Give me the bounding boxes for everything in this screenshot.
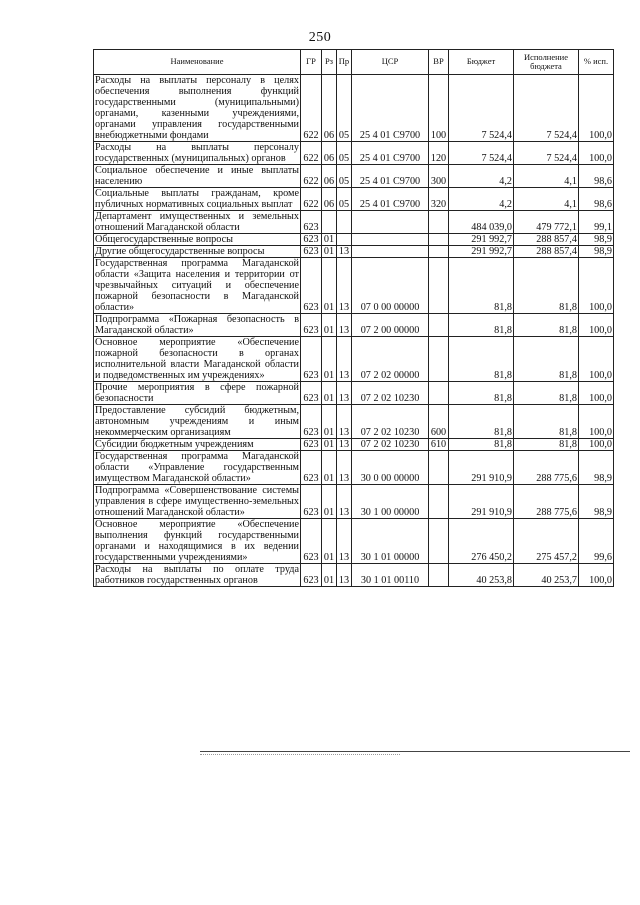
cell-name: Расходы на выплаты персоналу в целях обеспечения выполнения функций государственными (муниципальными) органами, казенными учреждениями, органами управления государственными внебюджетными фондами xyxy=(95,75,299,141)
cell-gr: 623 xyxy=(301,258,322,314)
cell-csr: 07 0 00 00000 xyxy=(352,258,429,314)
cell-execution: 288 775,6 xyxy=(514,485,579,519)
cell-gr: 623 xyxy=(301,519,322,564)
cell-name: Департамент имущественных и земельных отношений Магаданской области xyxy=(95,211,299,233)
cell-csr xyxy=(352,246,429,258)
cell-rz: 01 xyxy=(322,485,337,519)
table-row xyxy=(94,485,614,519)
cell-budget: 81,8 xyxy=(449,314,514,337)
header-execution: Исполнение бюджета xyxy=(514,50,579,75)
cell-execution: 479 772,1 xyxy=(514,211,579,234)
cell-name: Социальные выплаты гражданам, кроме публичных нормативных социальных выплат xyxy=(95,188,299,210)
table-row xyxy=(94,405,614,439)
cell-name: Социальное обеспечение и иные выплаты населению xyxy=(95,165,299,187)
header-pr: Пр xyxy=(337,50,352,75)
cell-budget: 81,8 xyxy=(449,382,514,405)
cell-percent: 100,0 xyxy=(579,258,614,314)
cell-name: Субсидии бюджетным учреждениям xyxy=(94,439,301,451)
cell-pr: 05 xyxy=(337,188,352,211)
cell-name: Общегосударственные вопросы xyxy=(94,234,301,246)
cell-budget: 81,8 xyxy=(449,405,514,439)
cell-budget: 4,2 xyxy=(449,188,514,211)
cell-rz: 01 xyxy=(322,258,337,314)
cell-vr xyxy=(429,519,449,564)
cell-csr: 07 2 02 10230 xyxy=(352,382,429,405)
cell-vr: 600 xyxy=(429,405,449,439)
cell-percent: 100,0 xyxy=(579,337,614,382)
cell-execution: 275 457,2 xyxy=(514,519,579,564)
table-row xyxy=(94,75,614,142)
header-budget: Бюджет xyxy=(449,50,514,75)
cell-pr: 13 xyxy=(337,485,352,519)
cell-gr: 623 xyxy=(301,211,322,234)
cell-vr xyxy=(429,485,449,519)
cell-rz: 06 xyxy=(322,142,337,165)
cell-rz xyxy=(322,211,337,234)
cell-vr xyxy=(429,564,449,587)
cell-gr: 623 xyxy=(301,234,322,246)
header-csr: ЦСР xyxy=(352,50,429,75)
cell-csr: 07 2 02 10230 xyxy=(352,405,429,439)
cell-csr: 07 2 02 10230 xyxy=(352,439,429,451)
cell-rz: 01 xyxy=(322,314,337,337)
cell-rz: 01 xyxy=(322,439,337,451)
cell-budget: 291 992,7 xyxy=(449,234,514,246)
cell-name: Предоставление субсидий бюджетным, автономным учреждениям и иным некоммерческим организациям xyxy=(95,405,299,438)
cell-csr xyxy=(352,211,429,234)
cell-name: Государственная программа Магаданской области «Защита населения и территории от чрезвычайных ситуаций и обеспечение пожарной безопасности в Магаданской области» xyxy=(95,258,299,313)
table-row xyxy=(94,142,614,165)
cell-execution: 288 857,4 xyxy=(514,246,579,258)
cell-name: Другие общегосударственные вопросы xyxy=(94,246,301,258)
cell-rz: 01 xyxy=(322,246,337,258)
table-row xyxy=(94,564,614,587)
cell-rz: 01 xyxy=(322,519,337,564)
header-percent: % исп. xyxy=(579,50,614,75)
cell-pr: 05 xyxy=(337,142,352,165)
cell-pr: 13 xyxy=(337,314,352,337)
cell-execution: 288 775,6 xyxy=(514,451,579,485)
table-row xyxy=(94,188,614,211)
cell-name: Подпрограмма «Пожарная безопасность в Магаданской области» xyxy=(95,314,299,336)
cell-gr: 623 xyxy=(301,405,322,439)
cell-budget: 81,8 xyxy=(449,439,514,451)
cell-percent: 98,9 xyxy=(579,246,614,258)
cell-budget: 7 524,4 xyxy=(449,75,514,142)
cell-vr xyxy=(429,382,449,405)
cell-budget: 484 039,0 xyxy=(449,211,514,234)
cell-name: Основное мероприятие «Обеспечение пожарной безопасности в органах исполнительной власти Магаданской области и подведомственных им учреждениях» xyxy=(95,337,299,381)
header-vr: ВР xyxy=(429,50,449,75)
cell-csr: 25 4 01 С9700 xyxy=(352,188,429,211)
cell-gr: 623 xyxy=(301,451,322,485)
cell-budget: 40 253,8 xyxy=(449,564,514,587)
cell-pr: 13 xyxy=(337,246,352,258)
cell-percent: 100,0 xyxy=(579,382,614,405)
cell-csr: 25 4 01 С9700 xyxy=(352,165,429,188)
cell-gr: 623 xyxy=(301,439,322,451)
table-row xyxy=(94,451,614,485)
cell-gr: 622 xyxy=(301,142,322,165)
cell-vr: 120 xyxy=(429,142,449,165)
cell-percent: 98,6 xyxy=(579,165,614,188)
table-row xyxy=(94,258,614,314)
cell-vr: 610 xyxy=(429,439,449,451)
cell-pr: 13 xyxy=(337,405,352,439)
table-row xyxy=(94,337,614,382)
cell-rz: 01 xyxy=(322,382,337,405)
cell-vr xyxy=(429,246,449,258)
table-header-row xyxy=(94,50,614,75)
cell-pr: 13 xyxy=(337,519,352,564)
table-row xyxy=(94,246,614,258)
cell-name: Основное мероприятие «Обеспечение выполнения функций государственными органами и находящимися в их ведении государственными учреждениями» xyxy=(95,519,299,563)
cell-budget: 81,8 xyxy=(449,337,514,382)
cell-rz: 06 xyxy=(322,75,337,142)
cell-csr: 30 1 01 00000 xyxy=(352,519,429,564)
cell-execution: 40 253,7 xyxy=(514,564,579,587)
cell-execution: 81,8 xyxy=(514,314,579,337)
cell-vr xyxy=(429,211,449,234)
cell-execution: 81,8 xyxy=(514,439,579,451)
cell-pr: 13 xyxy=(337,564,352,587)
cell-gr: 622 xyxy=(301,188,322,211)
cell-execution: 81,8 xyxy=(514,258,579,314)
cell-vr: 100 xyxy=(429,75,449,142)
cell-vr xyxy=(429,234,449,246)
cell-execution: 7 524,4 xyxy=(514,75,579,142)
cell-budget: 276 450,2 xyxy=(449,519,514,564)
cell-csr: 25 4 01 С9700 xyxy=(352,75,429,142)
cell-percent: 99,1 xyxy=(579,211,614,234)
cell-pr xyxy=(337,211,352,234)
cell-vr: 300 xyxy=(429,165,449,188)
cell-csr: 30 0 00 00000 xyxy=(352,451,429,485)
cell-budget: 81,8 xyxy=(449,258,514,314)
cell-name: Расходы на выплаты по оплате труда работников государственных органов xyxy=(95,564,299,586)
cell-csr: 07 2 00 00000 xyxy=(352,314,429,337)
cell-csr: 07 2 02 00000 xyxy=(352,337,429,382)
cell-execution: 288 857,4 xyxy=(514,234,579,246)
cell-vr xyxy=(429,258,449,314)
cell-gr: 623 xyxy=(301,246,322,258)
cell-execution: 7 524,4 xyxy=(514,142,579,165)
cell-name: Расходы на выплаты персоналу государственных (муниципальных) органов xyxy=(95,142,299,164)
cell-execution: 4,1 xyxy=(514,165,579,188)
cell-rz: 06 xyxy=(322,165,337,188)
cell-pr: 13 xyxy=(337,337,352,382)
cell-percent: 98,9 xyxy=(579,485,614,519)
cell-rz: 01 xyxy=(322,337,337,382)
cell-pr: 13 xyxy=(337,439,352,451)
header-gr: ГР xyxy=(301,50,322,75)
cell-percent: 98,9 xyxy=(579,451,614,485)
cell-vr xyxy=(429,314,449,337)
cell-budget: 291 992,7 xyxy=(449,246,514,258)
cell-percent: 98,6 xyxy=(579,188,614,211)
cell-vr xyxy=(429,337,449,382)
cell-gr: 623 xyxy=(301,337,322,382)
table-row xyxy=(94,165,614,188)
cell-percent: 99,6 xyxy=(579,519,614,564)
cell-name: Государственная программа Магаданской области «Управление государственным имуществом Магаданской области» xyxy=(95,451,299,484)
cell-execution: 81,8 xyxy=(514,382,579,405)
cell-budget: 291 910,9 xyxy=(449,485,514,519)
cell-gr: 623 xyxy=(301,564,322,587)
cell-csr: 30 1 01 00110 xyxy=(352,564,429,587)
cell-name: Подпрограмма «Совершенствование системы управления в сфере имущественно-земельных отношений Магаданской области» xyxy=(95,485,299,518)
cell-rz: 06 xyxy=(322,188,337,211)
cell-rz: 01 xyxy=(322,234,337,246)
cell-execution: 81,8 xyxy=(514,405,579,439)
cell-csr xyxy=(352,234,429,246)
table-body xyxy=(94,75,614,587)
cell-vr: 320 xyxy=(429,188,449,211)
budget-table xyxy=(93,49,614,587)
cell-percent: 100,0 xyxy=(579,142,614,165)
page-number: 250 xyxy=(308,30,332,45)
cell-rz: 01 xyxy=(322,451,337,485)
cell-budget: 4,2 xyxy=(449,165,514,188)
cell-pr xyxy=(337,234,352,246)
cell-rz: 01 xyxy=(322,564,337,587)
cell-budget: 291 910,9 xyxy=(449,451,514,485)
cell-gr: 623 xyxy=(301,314,322,337)
cell-percent: 100,0 xyxy=(579,564,614,587)
cell-percent: 100,0 xyxy=(579,439,614,451)
cell-csr: 25 4 01 С9700 xyxy=(352,142,429,165)
header-name: Наименование xyxy=(94,50,301,75)
cell-name: Прочие мероприятия в сфере пожарной безопасности xyxy=(95,382,299,404)
cell-pr: 13 xyxy=(337,258,352,314)
cell-budget: 7 524,4 xyxy=(449,142,514,165)
cell-csr: 30 1 00 00000 xyxy=(352,485,429,519)
cell-vr xyxy=(429,451,449,485)
table-row xyxy=(94,234,614,246)
cell-gr: 622 xyxy=(301,75,322,142)
cell-percent: 100,0 xyxy=(579,75,614,142)
cell-rz: 01 xyxy=(322,405,337,439)
bottom-rule-dots xyxy=(200,754,400,755)
table-row xyxy=(94,314,614,337)
cell-pr: 05 xyxy=(337,165,352,188)
bottom-rule xyxy=(200,751,630,752)
cell-execution: 81,8 xyxy=(514,337,579,382)
cell-pr: 05 xyxy=(337,75,352,142)
cell-percent: 100,0 xyxy=(579,405,614,439)
cell-percent: 100,0 xyxy=(579,314,614,337)
cell-gr: 623 xyxy=(301,382,322,405)
cell-percent: 98,9 xyxy=(579,234,614,246)
table-row xyxy=(94,439,614,451)
cell-pr: 13 xyxy=(337,451,352,485)
table-row xyxy=(94,211,614,234)
header-rz: Рз xyxy=(322,50,337,75)
table-row xyxy=(94,519,614,564)
cell-gr: 623 xyxy=(301,485,322,519)
cell-execution: 4,1 xyxy=(514,188,579,211)
table-row xyxy=(94,382,614,405)
cell-pr: 13 xyxy=(337,382,352,405)
cell-gr: 622 xyxy=(301,165,322,188)
